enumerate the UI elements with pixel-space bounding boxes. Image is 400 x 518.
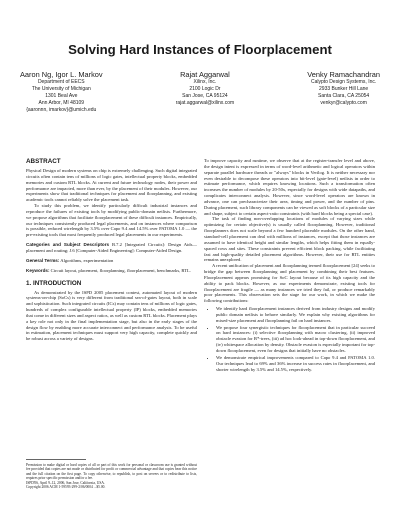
author-affiliation: Xilinx, Inc. <box>193 79 217 85</box>
author-city: San Jose, CA 95124 <box>182 93 228 99</box>
categories-label: Categories and Subject Descriptors <box>26 242 110 248</box>
author-name: Venky Ramachandran <box>307 70 380 79</box>
introduction-heading: 1. INTRODUCTION <box>26 279 82 287</box>
author-affiliation: The University of Michigan <box>31 86 91 92</box>
abstract-paragraph: Physical Design of modern systems on chip is extremely challenging. Such digital integrated circuits often contain tens of millions of logic gates, intellectual property blocks, embedded memories and custom RTL blocks. At current and future technology nodes, their power and performance are impacted, more than ever, by the placement of their modules. However, our experiments show that traditional techniques for placement and floorplanning, and existing academic tools cannot reliably solve the placement task. <box>26 168 197 203</box>
author-name: Aaron Ng, Igor L. Markov <box>20 70 103 79</box>
abstract-heading: ABSTRACT <box>26 158 61 165</box>
author-name: Rajat Aggarwal <box>180 70 230 79</box>
footnote-rule <box>26 459 86 460</box>
introduction-paragraph: As demonstrated by the ISPD 2005 placement contest, automated layout of modern systems-on-chip (SoCs) is very different from traditional sea-of-gates layout, both in scale and sophistication. Such integrated circuits (ICs) may contain tens of millions of logic gates, hundreds of complex configurable intellectual property (IP) blocks, embedded memories that come in different sizes and aspect ratios, as well as custom RTL blocks. Placement plays a key role not only in the final implementation stage, but also in the early stages of the design flow by enabling more accurate interconnect and performance analysis. To be useful in estimation, placement techniques must support very high capacity, complete quickly and be robust across a variety of designs. <box>26 289 197 342</box>
copyright-line: Copyright 2006 ACM 1-59593-299-2/06/0004 ...$5.00. <box>26 485 106 490</box>
paper-title: Solving Hard Instances of Floorplacement <box>68 42 332 57</box>
author-street: 1301 Beal Ave <box>45 93 78 99</box>
contribution-item: • We identify hard floorplacement instances derived from industry designs and modify public domain netlists to behave similarly. We explain why existing algorithms for mixed-size placement and floorplanning fail on hard instances. <box>216 306 375 324</box>
body-paragraph: A recent unification of placement and floorplanning termed floorplacement [24] seeks to bridge the gap between floorplanning and placement by combining their best features. Floorplacement appears promising for SoC layout because of its high capacity and the ability to pack blocks. However, as our experiments demonstrate, existing tools for floorplacement are fragile — as many instances we tried they fail, or produce remarkably poor placements. This observation sets the stage for our work, in which we make the following contributions: <box>204 263 375 304</box>
general-terms <box>26 258 197 264</box>
keywords-text: Circuit layout, placement, floorplanning, floorplacement, benchmarks, RTL. <box>50 267 191 273</box>
right-column <box>204 158 375 373</box>
keywords <box>26 268 197 274</box>
author-2 <box>176 70 234 114</box>
author-email: {aaronnn, imarkov}@umich.edu <box>26 107 97 113</box>
conference-line: ISPD'06, April 9–12, 2006, San Jose, California, USA. <box>26 480 105 485</box>
left-column <box>26 158 197 342</box>
categories <box>26 242 197 254</box>
copyright-footnote <box>26 463 197 489</box>
body-paragraph: To improve capacity and runtime, we observe that at the register-transfer level and above, the design intent is expressed in terms of word-level arithmetic and logical operators within separate parallel hardware threads or "always" blocks in Verilog. It is neither necessary nor even desirable to decompose these operators into bit-level (gate-level) netlists in order to estimate performance, which requires knowing locations. Such a transformation often increases the number of modules by 20-50x, especially for designs with wide datapaths, and complicates interconnect analysis. However, since word-level operators are known in advance, one can precharacterize their area, timing and power, and the number of pins. During placement, such library components can be viewed as soft blocks of a particular size and shape, subject to certain aspect-ratio constraints (with hard blocks being a special case). <box>204 158 375 216</box>
contribution-item: • We demonstrate empirical improvements compared to Capo 9.4 and PATOMA 1.0. Our techniques lead to 69% and 36% increase in success rates in floorplacement, and shorter wirelength by 3.5% and 14.5%, respectively. <box>216 355 375 373</box>
keywords-label: Keywords: <box>26 267 50 273</box>
author-dept: Department of EECS <box>37 79 85 85</box>
author-city: Ann Arbor, MI 48109 <box>38 100 85 106</box>
author-street: 2100 Logic Dr <box>189 86 221 92</box>
general-terms-label: General Terms: <box>26 257 60 263</box>
contributions-list <box>204 306 375 372</box>
contribution-item: • We propose four synergistic techniques for floorplacement that in particular succeed on hard instances: (i) selective floorplanning with macro clustering, (ii) improved obstacle evasion for B*-trees, (iii) ad hoc look-ahead in top-down floorplacement, and (iv) whitespace allocation by density. Obstacle evasion is especially important for top-down floorplacement, even for designs that initially have no obstacles. <box>216 325 375 354</box>
general-terms-text: Algorithms, experimentation <box>60 257 114 263</box>
author-1 <box>20 70 103 114</box>
permission-notice: Permission to make digital or hard copies of all or part of this work for personal or classroom use is granted without fee provided that copies are not made or distributed for profit or commercial advantage and that copies bear this notice and the full citation on the first page. To copy otherwise, to republish, to post on servers or to redistribute to lists, requires prior specific permission and/or a fee. <box>26 463 197 481</box>
author-city: Santa Clara, CA 25054 <box>318 93 370 99</box>
body-paragraph: The task of finding non-overlapping locations of modules of varying sizes while optimizing for certain objective(s) is usually called floorplanning. However, traditional floorplanners does not scale beyond a few hundred placeable modules. On the other hand, standard-cell placement can deal with millions of instances, except that those instances are assumed to have identical height and similar lengths, which helps fitting them in equally-spaced rows and sites. These constraints prevent efficient block packing, while facilitating fast and high-quality detailed placement algorithms. However, their use for RTL entities remains unexplored. <box>204 216 375 263</box>
author-affiliation: Calypto Design Systems, Inc. <box>310 79 377 85</box>
author-block <box>20 70 380 114</box>
abstract-paragraph: To study this problem, we identify particularly difficult industrial instances and reproduce the failures of existing tools by modifying public-domain netlists. Furthermore, we propose algorithms that facilitate floorplacement of these difficult instances. Empirically, our techniques consistently produced legal placements, and on instances where comparison is possible, reduced wirelength by 3.5% over Capo 9.4 and 14.5% over PATOMA 1.0 — the pre-existing tools that most frequently produced legal placements in our experiments. <box>26 203 197 238</box>
author-3 <box>307 70 380 114</box>
author-street: 2933 Bunker Hill Lane <box>319 86 369 92</box>
author-email: rajat.aggarwal@xilinx.com <box>175 100 235 106</box>
categories-text: B.7.2 [Integrated Circuits]: Design Aids—placement and routing; J.6 [Computer-Aided Engineering]: Computer-Aided Design. <box>26 242 197 253</box>
author-email: venkyr@calypto.com <box>320 100 367 106</box>
